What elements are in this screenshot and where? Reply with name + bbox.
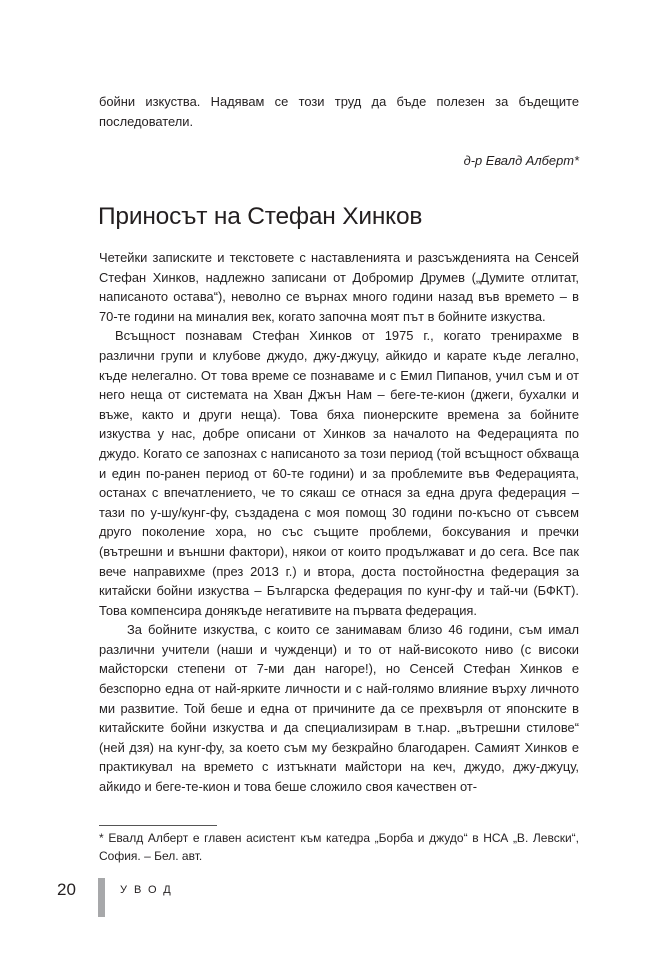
body-paragraph-2: Всъщност познавам Стефан Хинков от 1975 г., когато тренирахме в различни групи и клубове джудо, джу-джуцу, айкидо и карате къде легално, къде нелегално. От това време се познаваме и с Емил Пипанов, учил съм и от него неща от системата на Хван Джън Нам – беге-те-кион (джеги, бухалки и въже, както и други неща). Това бяха пионерските времена за бойните изкуства у нас, добре описани от Хинков за началото на Федерацията по джудо. Когато се запознах с написаното за този период (той всъщност обхваща и един по-ранен период от 60-те години) и за проблемите във Федерацията, останах с впечатлението, че то сякаш се отнася за една друга федерация – тази по у-шу/кунг-фу, създадена с моя помощ 30 години по-късно от съвсем друго поколение хора, но със същите проблеми, боксувания и пречки (вътрешни и външни фактори), някои от които продължават и до сега. Все пак вече направихме (през 2013 г.) и втора, доста постойностна федерация за китайски бойни изкуства – Българска федерация по кунг-фу и тай-чи (БФКТ). Това компенсира донякъде негативите на първата федерация. xyxy=(99,328,579,618)
running-section-label: УВОД xyxy=(120,884,178,896)
intro-paragraph-tail xyxy=(99,92,579,131)
section-body xyxy=(99,248,579,797)
body-paragraph-1: Четейки записките и текстовете с наставленията и разсъжденията на Сенсей Стефан Хинков, надлежно записани от Добромир Друмев („Думите отлитат, написаното остава“), неволно се върнах много години назад във времето – в 70-те години на миналия век, когато започна моят път в бойните изкуства. xyxy=(99,250,579,324)
folio-bar xyxy=(98,878,105,917)
footnote-text: * Евалд Алберт е главен асистент към катедра „Борба и джудо“ в НСА „В. Левски“, София. – Бел. авт. xyxy=(99,831,579,863)
author-signature: д-р Евалд Алберт* xyxy=(463,153,579,168)
page-number: 20 xyxy=(57,880,76,899)
intro-paragraph: бойни изкуства. Надявам се този труд да бъде полезен за бъдещите последователи. xyxy=(99,94,579,129)
footnote xyxy=(99,830,579,865)
section-heading: Приносът на Стефан Хинков xyxy=(98,203,423,230)
body-paragraph-3: За бойните изкуства, с които се занимавам близо 46 години, съм имал различни учители (наши и чужденци) и то от най-високото ниво (с високи майсторски степени от 7-ми дан нагоре!), но Сенсей Стефан Хинков е безспорно една от най-ярките личности и с най-голямо влияние върху личното ми развитие. Той беше и една от причините да се прехвърля от японските в китайските бойни изкуства и да специализирам в т.нар. „вътрешни стилове“ (ней дзя) на кунг-фу, за което съм му безкрайно благодарен. Самият Хинков е практикувал на времето с изтъкнати майстори на кеч, джудо, джу-джуцу, айкидо и беге-те-кион и това беше сложило своя качествен от- xyxy=(99,622,579,795)
footnote-divider xyxy=(99,825,217,826)
